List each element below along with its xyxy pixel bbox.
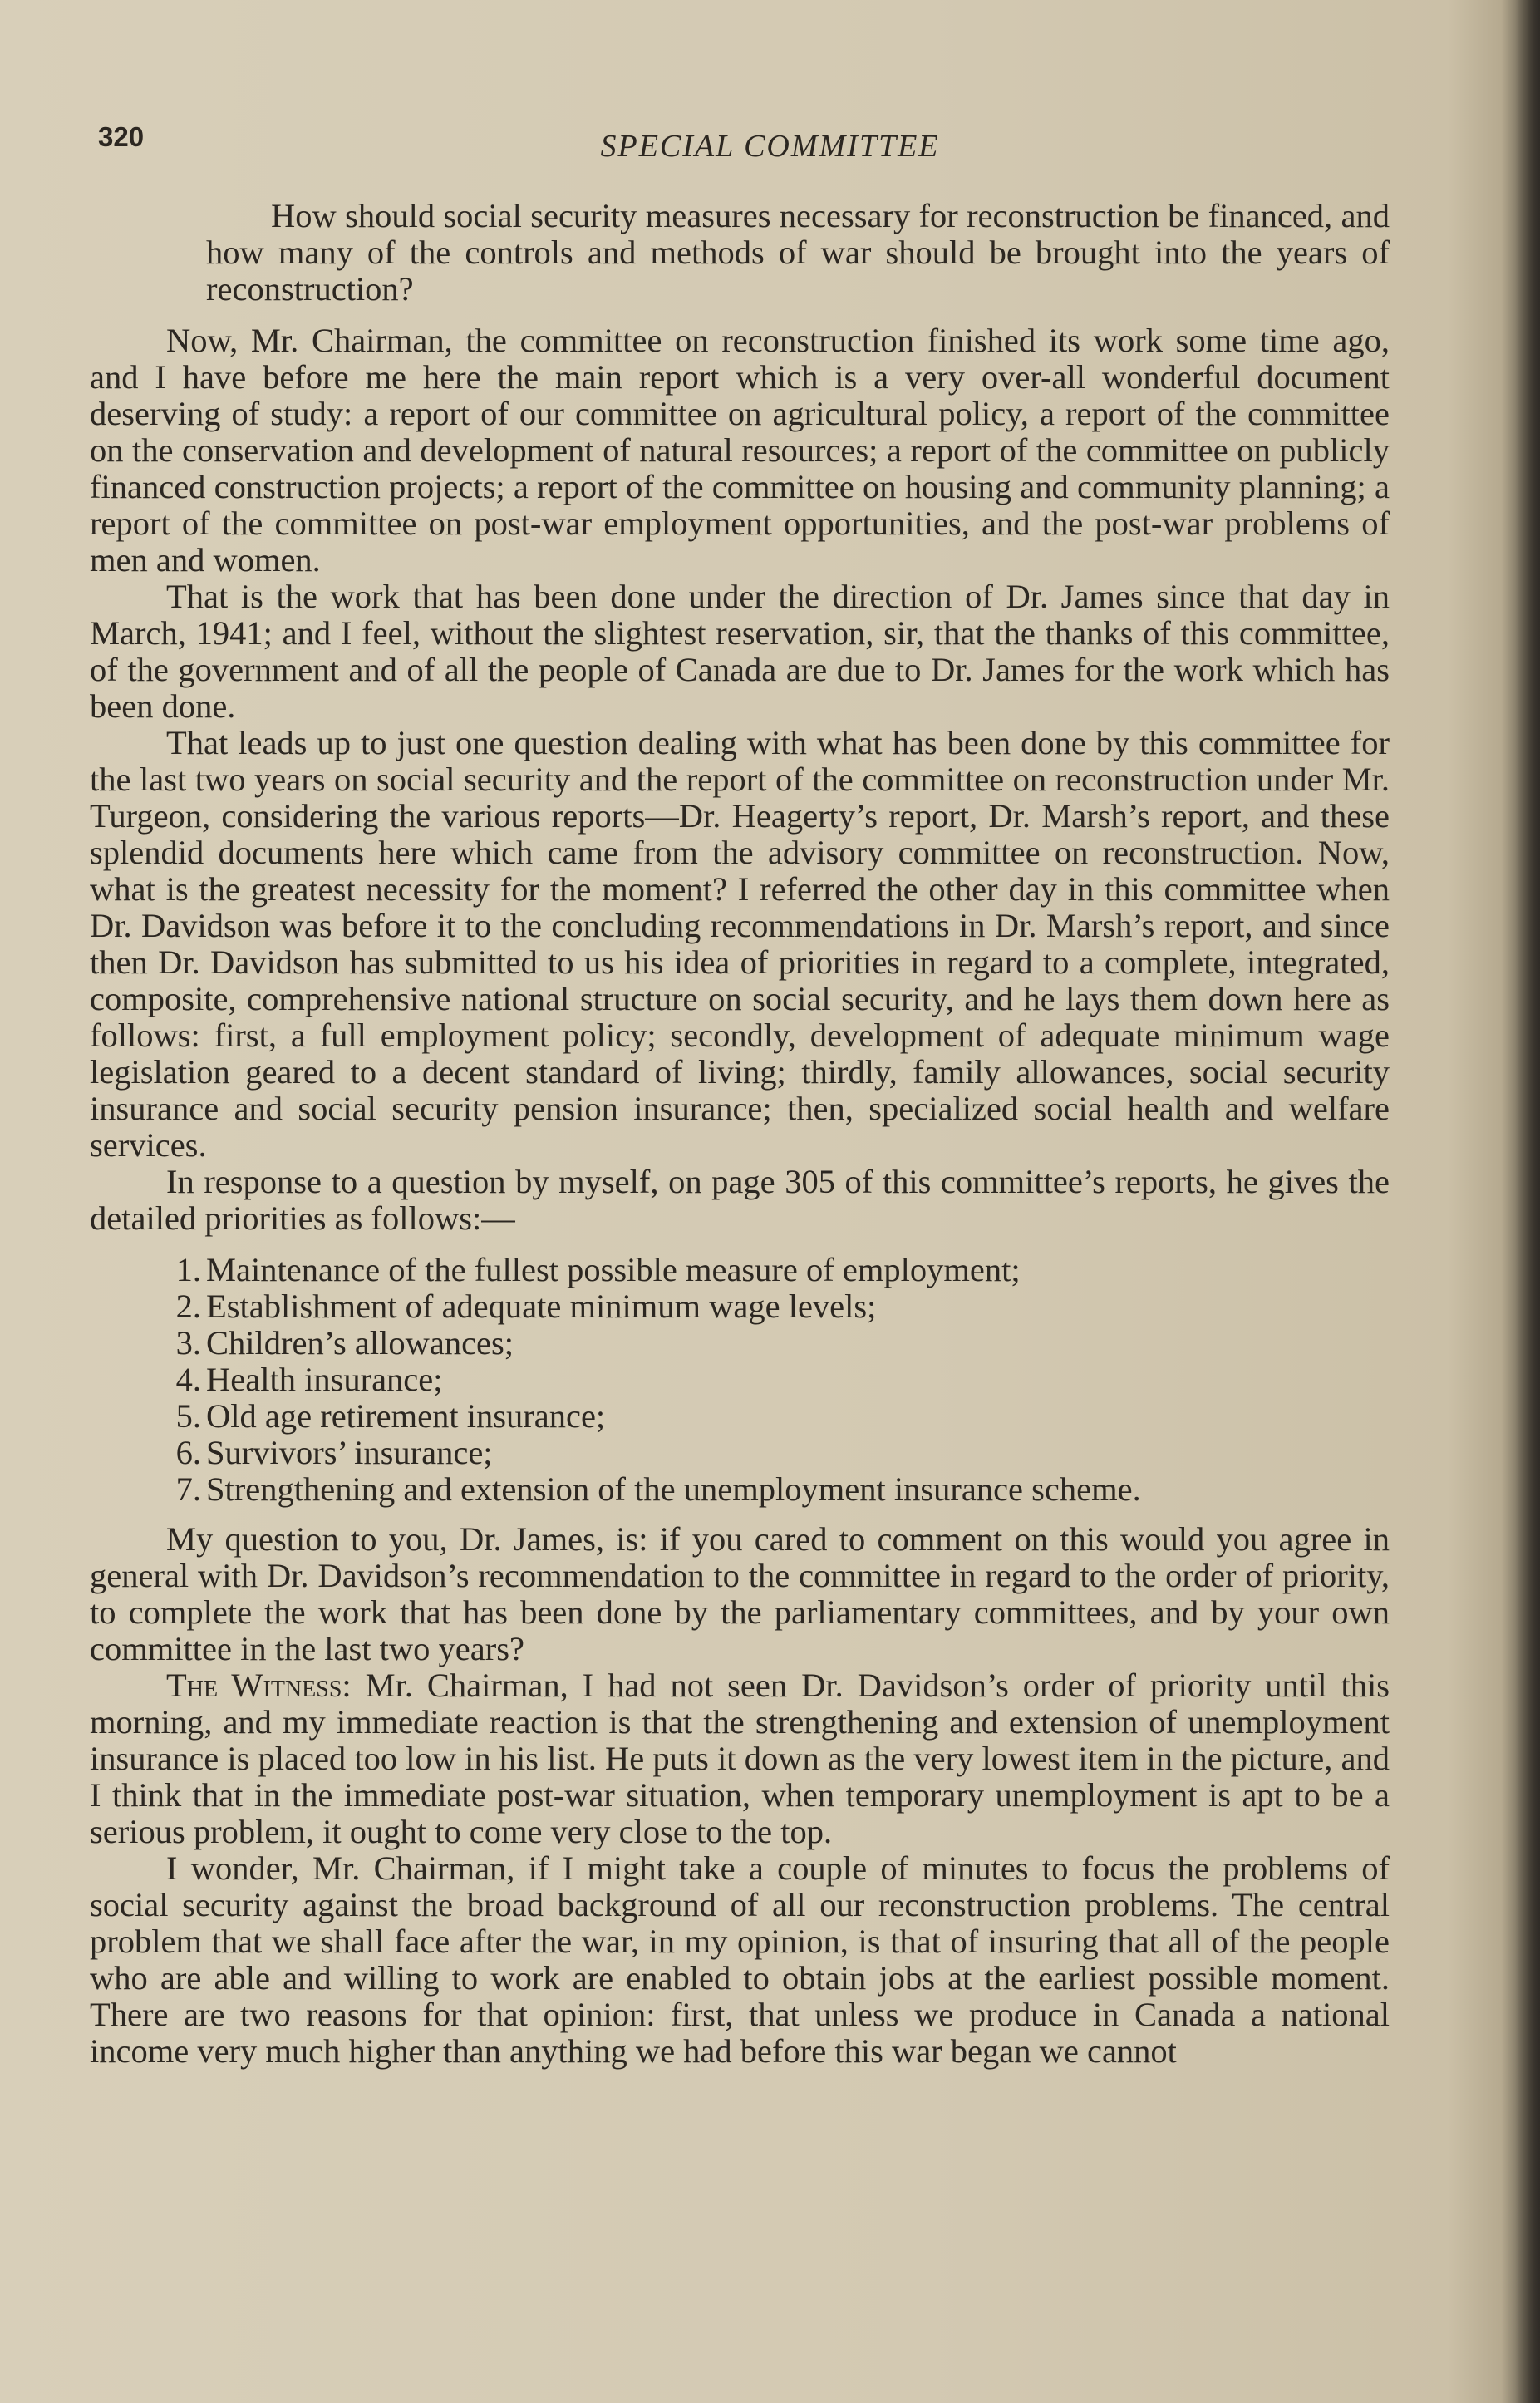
paragraph-4: In response to a question by myself, on page 305 of this committee’s reports, he gives the detailed priorities as follows:—	[90, 1163, 1390, 1237]
paragraph-5: My question to you, Dr. James, is: if you cared to comment on this would you agree in general with Dr. Davidson’s recommendation to the committee in regard to the order of priority, to complete the work that has been done by the parliamentary committees, and by your own committee in the last two years?	[90, 1520, 1390, 1667]
body-text	[90, 198, 1390, 2070]
list-item: 2. Establishment of adequate minimum wage levels;	[175, 1288, 877, 1325]
priority-list	[90, 1252, 1390, 1508]
page-edge-shadow	[1515, 0, 1540, 2403]
paragraph-2: That is the work that has been done under the direction of Dr. James since that day in March, 1941; and I feel, without the slightest reservation, sir, that the thanks of this committee, of the government and of all the people of Canada are due to Dr. James for the work which has been done.	[90, 578, 1390, 725]
running-head: SPECIAL COMMITTEE	[600, 129, 940, 164]
paragraph-3: That leads up to just one question dealing with what has been done by this committee for the last two years on social security and the report of the committee on reconstruction under Mr. Turgeon, considering the various reports—Dr. Heagerty’s report, Dr. Marsh’s report, and these splendid documents here which came from the advisory committee on reconstruction. Now, what is the greatest necessity for the moment? I referred the other day in this committee when Dr. Davidson was before it to the concluding recommendations in Dr. Marsh’s report, and since then Dr. Davidson has submitted to us his idea of priorities in regard to a complete, integrated, composite, comprehensive national structure on social security, and he lays them down here as follows: first, a full employment policy; secondly, development of adequate minimum wage legislation geared to a decent standard of living; thirdly, family allowances, social security insurance and social security pension insurance; then, specialized social health and welfare services.	[90, 724, 1390, 1164]
page-number: 320	[98, 121, 145, 152]
paragraph-7: I wonder, Mr. Chairman, if I might take a couple of minutes to focus the problems of social security against the broad background of all our reconstruction problems. The central problem that we shall face after the war, in my opinion, is that of insuring that all of the people who are able and willing to work are enabled to obtain jobs at the earliest possible moment. There are two reasons for that opinion: first, that unless we produce in Canada a national income very much higher than anything we had before this war began we cannot	[90, 1849, 1390, 2070]
list-item: 7. Strengthening and extension of the unemployment insurance scheme.	[175, 1470, 1141, 1508]
list-item: 4. Health insurance;	[175, 1361, 443, 1398]
speaker-label: The Witness:	[166, 1667, 352, 1704]
paragraph-1: Now, Mr. Chairman, the committee on reconstruction finished its work some time ago, and I have before me here the main report which is a very over-all wonderful document deserving of study: a report of our committee on agricultural policy, a report of the committee on the conservation and development of natural resources; a report of the committee on publicly financed construction projects; a report of the committee on housing and community planning; a report of the committee on post-war employment opportunities, and the post-war problems of men and women.	[90, 322, 1390, 579]
list-item: 3. Children’s allowances;	[175, 1324, 514, 1362]
list-item: 1. Maintenance of the fullest possible measure of employment;	[175, 1251, 1021, 1288]
paragraph-6-text: Mr. Chairman, I had not seen Dr. Davidson’s order of priority until this morning, and my immediate reaction is that the strengthening and extension of unemployment insurance is placed too low in his list. He puts it down as the very lowest item in the picture, and I think that in the immediate post-war situation, when temporary unemployment is apt to be a serious problem, it ought to come very close to the top.	[90, 1667, 1390, 1850]
list-item: 6. Survivors’ insurance;	[175, 1434, 493, 1471]
quoted-question: How should social security measures necessary for reconstruction be financed, and how many of the controls and methods of war should be brought into the years of reconstruction?	[206, 197, 1390, 308]
list-item: 5. Old age retirement insurance;	[175, 1397, 606, 1435]
paragraph-6	[90, 1667, 1390, 1850]
